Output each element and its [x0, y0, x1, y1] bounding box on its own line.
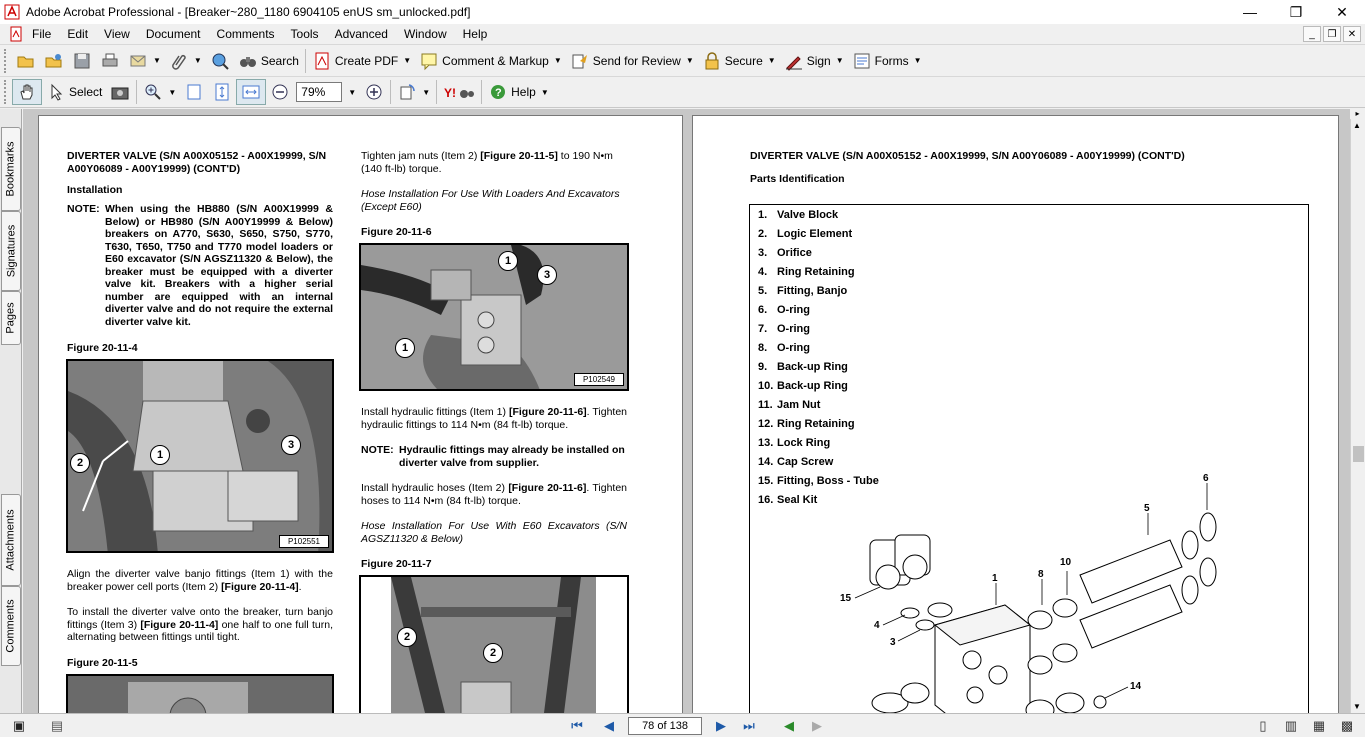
next-page-button[interactable]: ▶: [716, 717, 726, 733]
exploded-parts-diagram: [750, 205, 1310, 713]
part-number: 3.: [758, 247, 768, 259]
part-number: 5.: [758, 285, 768, 297]
part-name: Back-up Ring: [777, 361, 848, 373]
diagram-label: 15: [840, 593, 852, 604]
figure-reference: [Figure 20-11-6]: [508, 482, 587, 494]
document-window-controls: [1303, 26, 1361, 42]
last-page-button[interactable]: ⏭: [743, 717, 755, 733]
organizer-icon: [44, 51, 64, 71]
callout-marker: 2: [70, 453, 90, 473]
search-label: Search: [260, 53, 299, 68]
help-button[interactable]: [484, 79, 553, 105]
chevron-down-icon: ▼: [553, 56, 562, 65]
print-button[interactable]: [96, 48, 124, 74]
part-name: O-ring: [777, 323, 810, 335]
zoom-in-tool-button[interactable]: [139, 79, 180, 105]
window-title: Adobe Acrobat Professional - [Breaker~280_1180 6904105 enUS sm_unlocked.pdf]: [26, 5, 471, 19]
figure-reference: [Figure 20-11-4]: [221, 580, 299, 593]
actual-size-button[interactable]: [180, 79, 208, 105]
chevron-down-icon: ▼: [540, 87, 549, 97]
menu-bar: [0, 24, 1365, 44]
zoom-out-button[interactable]: [266, 79, 294, 105]
note-text: When using the HB880 (S/N A00X19999 & Below) or HB980 (S/N A00Y19999 & Below) breakers on A770, S630, S650, S750, S770, T630, T650, T750 and T770 model loaders or E60 excavator (S/N AGSZ11320 & Below), the breaker must be equipped with a diverter valve kit. Breakers with a higher serial number are equipped with an internal diverter valve and do not require the external diverter valve kit.: [105, 203, 333, 328]
figure-reference: [Figure 20-11-5]: [480, 150, 558, 162]
part-number: 7.: [758, 323, 768, 335]
first-page-button[interactable]: ⏮: [571, 717, 583, 733]
continuous-icon[interactable]: ▥: [1284, 717, 1298, 733]
facing-pages-icon[interactable]: ▦: [1312, 717, 1326, 733]
previous-page-button[interactable]: ◀: [604, 717, 614, 733]
part-number: 14.: [758, 456, 774, 468]
pdf-document-icon[interactable]: [8, 26, 24, 42]
fittings-paragraph: [361, 406, 627, 431]
text-cursor-icon: [46, 82, 66, 102]
align-paragraph: [67, 568, 333, 593]
paperclip-icon: [169, 51, 189, 71]
tab-bookmarks-label: Bookmarks: [5, 141, 17, 197]
part-name: Ring Retaining: [777, 266, 855, 278]
help-label: Help: [511, 85, 536, 99]
continuous-facing-icon[interactable]: ▩: [1340, 717, 1354, 733]
part-number: 8.: [758, 342, 768, 354]
figure-id-label: P102549: [574, 373, 624, 386]
figure-reference: [Figure 20-11-4]: [140, 618, 219, 631]
svg-text:?: ?: [495, 87, 502, 99]
tighten-paragraph: [361, 150, 627, 175]
email-button[interactable]: [124, 48, 165, 74]
printer-icon: [100, 51, 120, 71]
acrobat-app-icon: [4, 4, 20, 20]
pdf-page-left: [38, 115, 683, 713]
paragraph-text: .: [298, 580, 302, 593]
hand-icon: [17, 82, 37, 102]
callout-marker: 2: [397, 627, 417, 647]
part-number: 9.: [758, 361, 768, 373]
scrollbar-thumb[interactable]: [1353, 446, 1364, 462]
paragraph-text: to 190 N•m (140 ft-lb) torque.: [361, 150, 613, 175]
figure-id-label: P102551: [279, 535, 329, 548]
part-number: 12.: [758, 418, 774, 430]
note-label: NOTE:: [361, 444, 394, 456]
figure-20-11-5-photo: [66, 674, 334, 713]
next-view-button[interactable]: ▶: [812, 717, 822, 733]
diagram-label: 3: [890, 637, 896, 648]
install-paragraph: [67, 606, 333, 644]
tab-comments-label: Comments: [5, 599, 17, 653]
callout-marker: 2: [483, 643, 503, 663]
menu-document[interactable]: Document: [145, 27, 201, 41]
attach-button[interactable]: [165, 48, 206, 74]
toolbar-grip[interactable]: [4, 80, 8, 104]
callout-marker: 1: [395, 338, 415, 358]
single-page-icon[interactable]: ▯: [1259, 717, 1267, 733]
chevron-down-icon: ▼: [685, 56, 694, 65]
tab-pages-label: Pages: [5, 302, 18, 334]
part-number: 11.: [758, 399, 773, 411]
show-navigation-icon[interactable]: ▣: [12, 717, 26, 733]
diagram-label: 5: [1144, 503, 1150, 514]
plus-circle-icon: [364, 82, 384, 102]
chevron-down-icon: ▼: [403, 56, 412, 65]
tab-pages[interactable]: [1, 291, 21, 345]
figure-20-11-7-photo: [359, 575, 629, 713]
comment-markup-icon: [419, 51, 439, 71]
previous-view-button[interactable]: ◀: [784, 717, 794, 733]
menu-view[interactable]: View: [104, 27, 130, 41]
chevron-down-icon: ▼: [348, 87, 357, 97]
fit-width-icon: [241, 82, 261, 102]
paragraph-text: . Tighten hydraulic fittings to 114 N•m (84 ft-lb) torque.: [361, 406, 628, 431]
toolbar-separator: [481, 80, 482, 104]
page-number-input[interactable]: 78 of 138: [628, 717, 702, 735]
paragraph-text: Tighten jam nuts (Item 2): [361, 150, 481, 162]
installation-heading: Installation: [67, 184, 123, 196]
part-name: O-ring: [777, 304, 810, 316]
menu-help[interactable]: Help: [462, 27, 488, 41]
part-name: Jam Nut: [777, 399, 821, 411]
paragraph-text: . Tighten hoses to 114 N•m (84 ft-lb) torque.: [361, 482, 628, 507]
part-number: 2.: [758, 228, 768, 240]
navigation-pane: [0, 109, 22, 713]
yahoo-binoculars-icon: [443, 82, 475, 102]
sign-label: Sign: [806, 53, 831, 68]
camera-icon: [110, 82, 130, 102]
breaker-photo-illustration: [68, 676, 334, 713]
close-button[interactable]: ✕: [1336, 3, 1348, 20]
toolbar-separator: [390, 80, 391, 104]
secure-button[interactable]: [698, 48, 780, 74]
diagram-label: 10: [1060, 557, 1072, 568]
page-options-icon[interactable]: ▤: [50, 717, 64, 733]
create-pdf-button[interactable]: [308, 48, 415, 74]
page-icon: [184, 82, 204, 102]
fit-page-button[interactable]: [208, 79, 236, 105]
doc-minimize-button[interactable]: _: [1303, 26, 1321, 42]
save-button[interactable]: [68, 48, 96, 74]
create-pdf-icon: [312, 51, 332, 71]
tab-signatures-label: Signatures: [5, 224, 17, 278]
hand-tool-button[interactable]: [12, 79, 42, 105]
scroll-down-icon[interactable]: ▼: [1353, 702, 1361, 711]
tab-attachments-label: Attachments: [5, 509, 18, 571]
part-name: Cap Screw: [777, 456, 834, 468]
breaker-photo-illustration: [68, 361, 334, 553]
email-icon: [128, 51, 148, 71]
yahoo-toolbar-button[interactable]: [439, 79, 479, 105]
menu-edit[interactable]: Edit: [67, 27, 89, 41]
organizer-button[interactable]: [40, 48, 68, 74]
diagram-label: 1: [992, 573, 998, 584]
part-name: O-ring: [777, 342, 810, 354]
send-review-label: Send for Review: [592, 53, 681, 68]
forms-label: Forms: [874, 53, 909, 68]
doc-close-button[interactable]: ✕: [1343, 26, 1361, 42]
figure-title: Figure 20-11-4: [67, 342, 138, 354]
callout-marker: 1: [150, 445, 170, 465]
chevron-down-icon: ▼: [168, 87, 177, 97]
paragraph-text: Install hydraulic hoses (Item 2): [361, 482, 509, 494]
binoculars-icon: [238, 51, 258, 71]
menu-file[interactable]: File: [32, 27, 52, 41]
diagram-label: 4: [874, 620, 880, 631]
svg-text:Y!: Y!: [444, 86, 457, 100]
forms-button[interactable]: [848, 48, 926, 74]
paragraph-text: Install hydraulic fittings (Item 1): [361, 406, 509, 418]
fit-width-button[interactable]: [236, 79, 266, 105]
diagram-label: 8: [1038, 569, 1044, 580]
web-search-button[interactable]: [206, 48, 234, 74]
menu-tools[interactable]: Tools: [290, 27, 319, 41]
navigation-toolbar: [0, 76, 1365, 108]
chevron-down-icon: ▼: [193, 56, 202, 65]
pen-sign-icon: [784, 51, 804, 71]
comment-markup-button[interactable]: [415, 48, 566, 74]
figure-20-11-6-photo: [359, 243, 629, 391]
comment-markup-label: Comment & Markup: [442, 53, 549, 68]
hose-heading: Hose Installation For Use With Loaders And Excavators (Except E60): [361, 188, 620, 213]
send-review-button[interactable]: [566, 48, 698, 74]
callout-marker: 3: [281, 435, 301, 455]
chevron-down-icon: ▼: [422, 87, 431, 97]
part-name: Seal Kit: [777, 494, 818, 506]
part-number: 16.: [758, 494, 774, 506]
chevron-down-icon: ▼: [767, 56, 776, 65]
create-pdf-label: Create PDF: [334, 53, 399, 68]
zoom-dropdown[interactable]: [342, 79, 360, 105]
paragraph-text: To install the diverter valve onto the breaker, turn banjo fittings (Item 3): [67, 606, 333, 631]
callout-marker: 1: [498, 251, 518, 271]
status-bar: [0, 713, 1365, 737]
open-folder-icon: [16, 51, 36, 71]
part-name: Fitting, Banjo: [777, 285, 848, 297]
part-name: Fitting, Boss - Tube: [777, 475, 879, 487]
part-number: 15.: [758, 475, 774, 487]
paragraph-text: Align the diverter valve banjo fittings (Item 1) with the breaker power cell ports (Item 2): [67, 568, 333, 593]
split-handle[interactable]: ▸: [1350, 109, 1365, 119]
tab-attachments[interactable]: [1, 494, 21, 586]
scroll-up-icon[interactable]: ▲: [1353, 121, 1361, 130]
tab-signatures[interactable]: [1, 211, 21, 291]
save-disk-icon: [72, 51, 92, 71]
part-number: 1.: [758, 209, 768, 221]
page-heading: DIVERTER VALVE (S/N A00X05152 - A00X19999, S/N A00Y06089 - A00Y19999) (CONT'D): [67, 150, 327, 175]
parts-identification-box: [749, 204, 1309, 713]
zoom-input[interactable]: 79%: [296, 82, 342, 102]
open-button[interactable]: [12, 48, 40, 74]
part-number: 6.: [758, 304, 768, 316]
diagram-label: 14: [1130, 681, 1142, 692]
part-name: Back-up Ring: [777, 380, 848, 392]
figure-title: Figure 20-11-5: [67, 657, 138, 669]
callout-marker: 3: [537, 265, 557, 285]
hoses-paragraph: [361, 482, 627, 507]
part-name: Lock Ring: [777, 437, 831, 449]
paragraph-text: one half to one full turn, alternating between fittings until tight.: [67, 618, 333, 643]
chevron-down-icon: ▼: [153, 56, 161, 65]
search-button[interactable]: [234, 48, 303, 74]
fit-page-icon: [212, 82, 232, 102]
part-number: 13.: [758, 437, 774, 449]
figure-20-11-4-photo: [66, 359, 334, 553]
note-label: NOTE:: [67, 203, 100, 215]
zoom-in-button[interactable]: [360, 79, 388, 105]
hose-e60-heading: Hose Installation For Use With E60 Excavators (S/N AGSZ11320 & Below): [361, 520, 627, 545]
vertical-scrollbar[interactable]: [1350, 119, 1365, 713]
part-name: Orifice: [777, 247, 812, 259]
parts-identification-heading: Parts Identification: [750, 173, 845, 185]
diverter-valve-photo-illustration: [361, 245, 629, 391]
minus-circle-icon: [270, 82, 290, 102]
part-name: Logic Element: [777, 228, 853, 240]
help-question-icon: [488, 82, 508, 102]
figure-reference: [Figure 20-11-6]: [508, 406, 587, 418]
secure-label: Secure: [724, 53, 763, 68]
part-number: 10.: [758, 380, 774, 392]
maximize-button[interactable]: ❐: [1289, 3, 1303, 20]
figure-title: Figure 20-11-7: [361, 558, 432, 570]
rotate-page-icon: [397, 82, 417, 102]
figure-title: Figure 20-11-6: [361, 226, 432, 238]
diagram-label: 6: [1203, 473, 1209, 484]
toolbar-separator: [436, 80, 437, 104]
select-label: Select: [69, 85, 103, 99]
menu-window[interactable]: Window: [403, 27, 447, 41]
globe-search-icon: [210, 51, 230, 71]
snapshot-button[interactable]: [106, 79, 134, 105]
tab-comments[interactable]: [1, 586, 21, 666]
note-text: Hydraulic fittings may already be installed on diverter valve from supplier.: [399, 444, 625, 469]
file-toolbar: [0, 44, 1365, 76]
pdf-page-right: [692, 115, 1339, 713]
chevron-down-icon: ▼: [913, 56, 922, 65]
part-name: Valve Block: [777, 209, 839, 221]
menu-comments[interactable]: Comments: [216, 27, 275, 41]
toolbar-grip[interactable]: [4, 49, 8, 73]
select-tool-button[interactable]: [42, 79, 106, 105]
rotate-button[interactable]: [393, 79, 434, 105]
lock-icon: [702, 51, 722, 71]
toolbar-separator: [136, 80, 137, 104]
document-viewer[interactable]: [23, 109, 1350, 713]
tab-bookmarks[interactable]: [1, 127, 21, 211]
page-heading: DIVERTER VALVE (S/N A00X05152 - A00X19999, S/N A00Y06089 - A00Y19999) (CONT'D): [750, 150, 1185, 162]
chevron-down-icon: ▼: [835, 56, 844, 65]
menu-advanced[interactable]: Advanced: [334, 27, 388, 41]
part-number: 4.: [758, 266, 768, 278]
minimize-button[interactable]: —: [1243, 4, 1257, 20]
toolbar-separator: [305, 49, 306, 73]
forms-icon: [852, 51, 872, 71]
magnifier-plus-icon: [143, 82, 163, 102]
doc-restore-button[interactable]: ❐: [1323, 26, 1341, 42]
sign-button[interactable]: [780, 48, 848, 74]
part-name: Ring Retaining: [777, 418, 855, 430]
title-bar: [0, 0, 1365, 24]
send-review-icon: [570, 51, 590, 71]
